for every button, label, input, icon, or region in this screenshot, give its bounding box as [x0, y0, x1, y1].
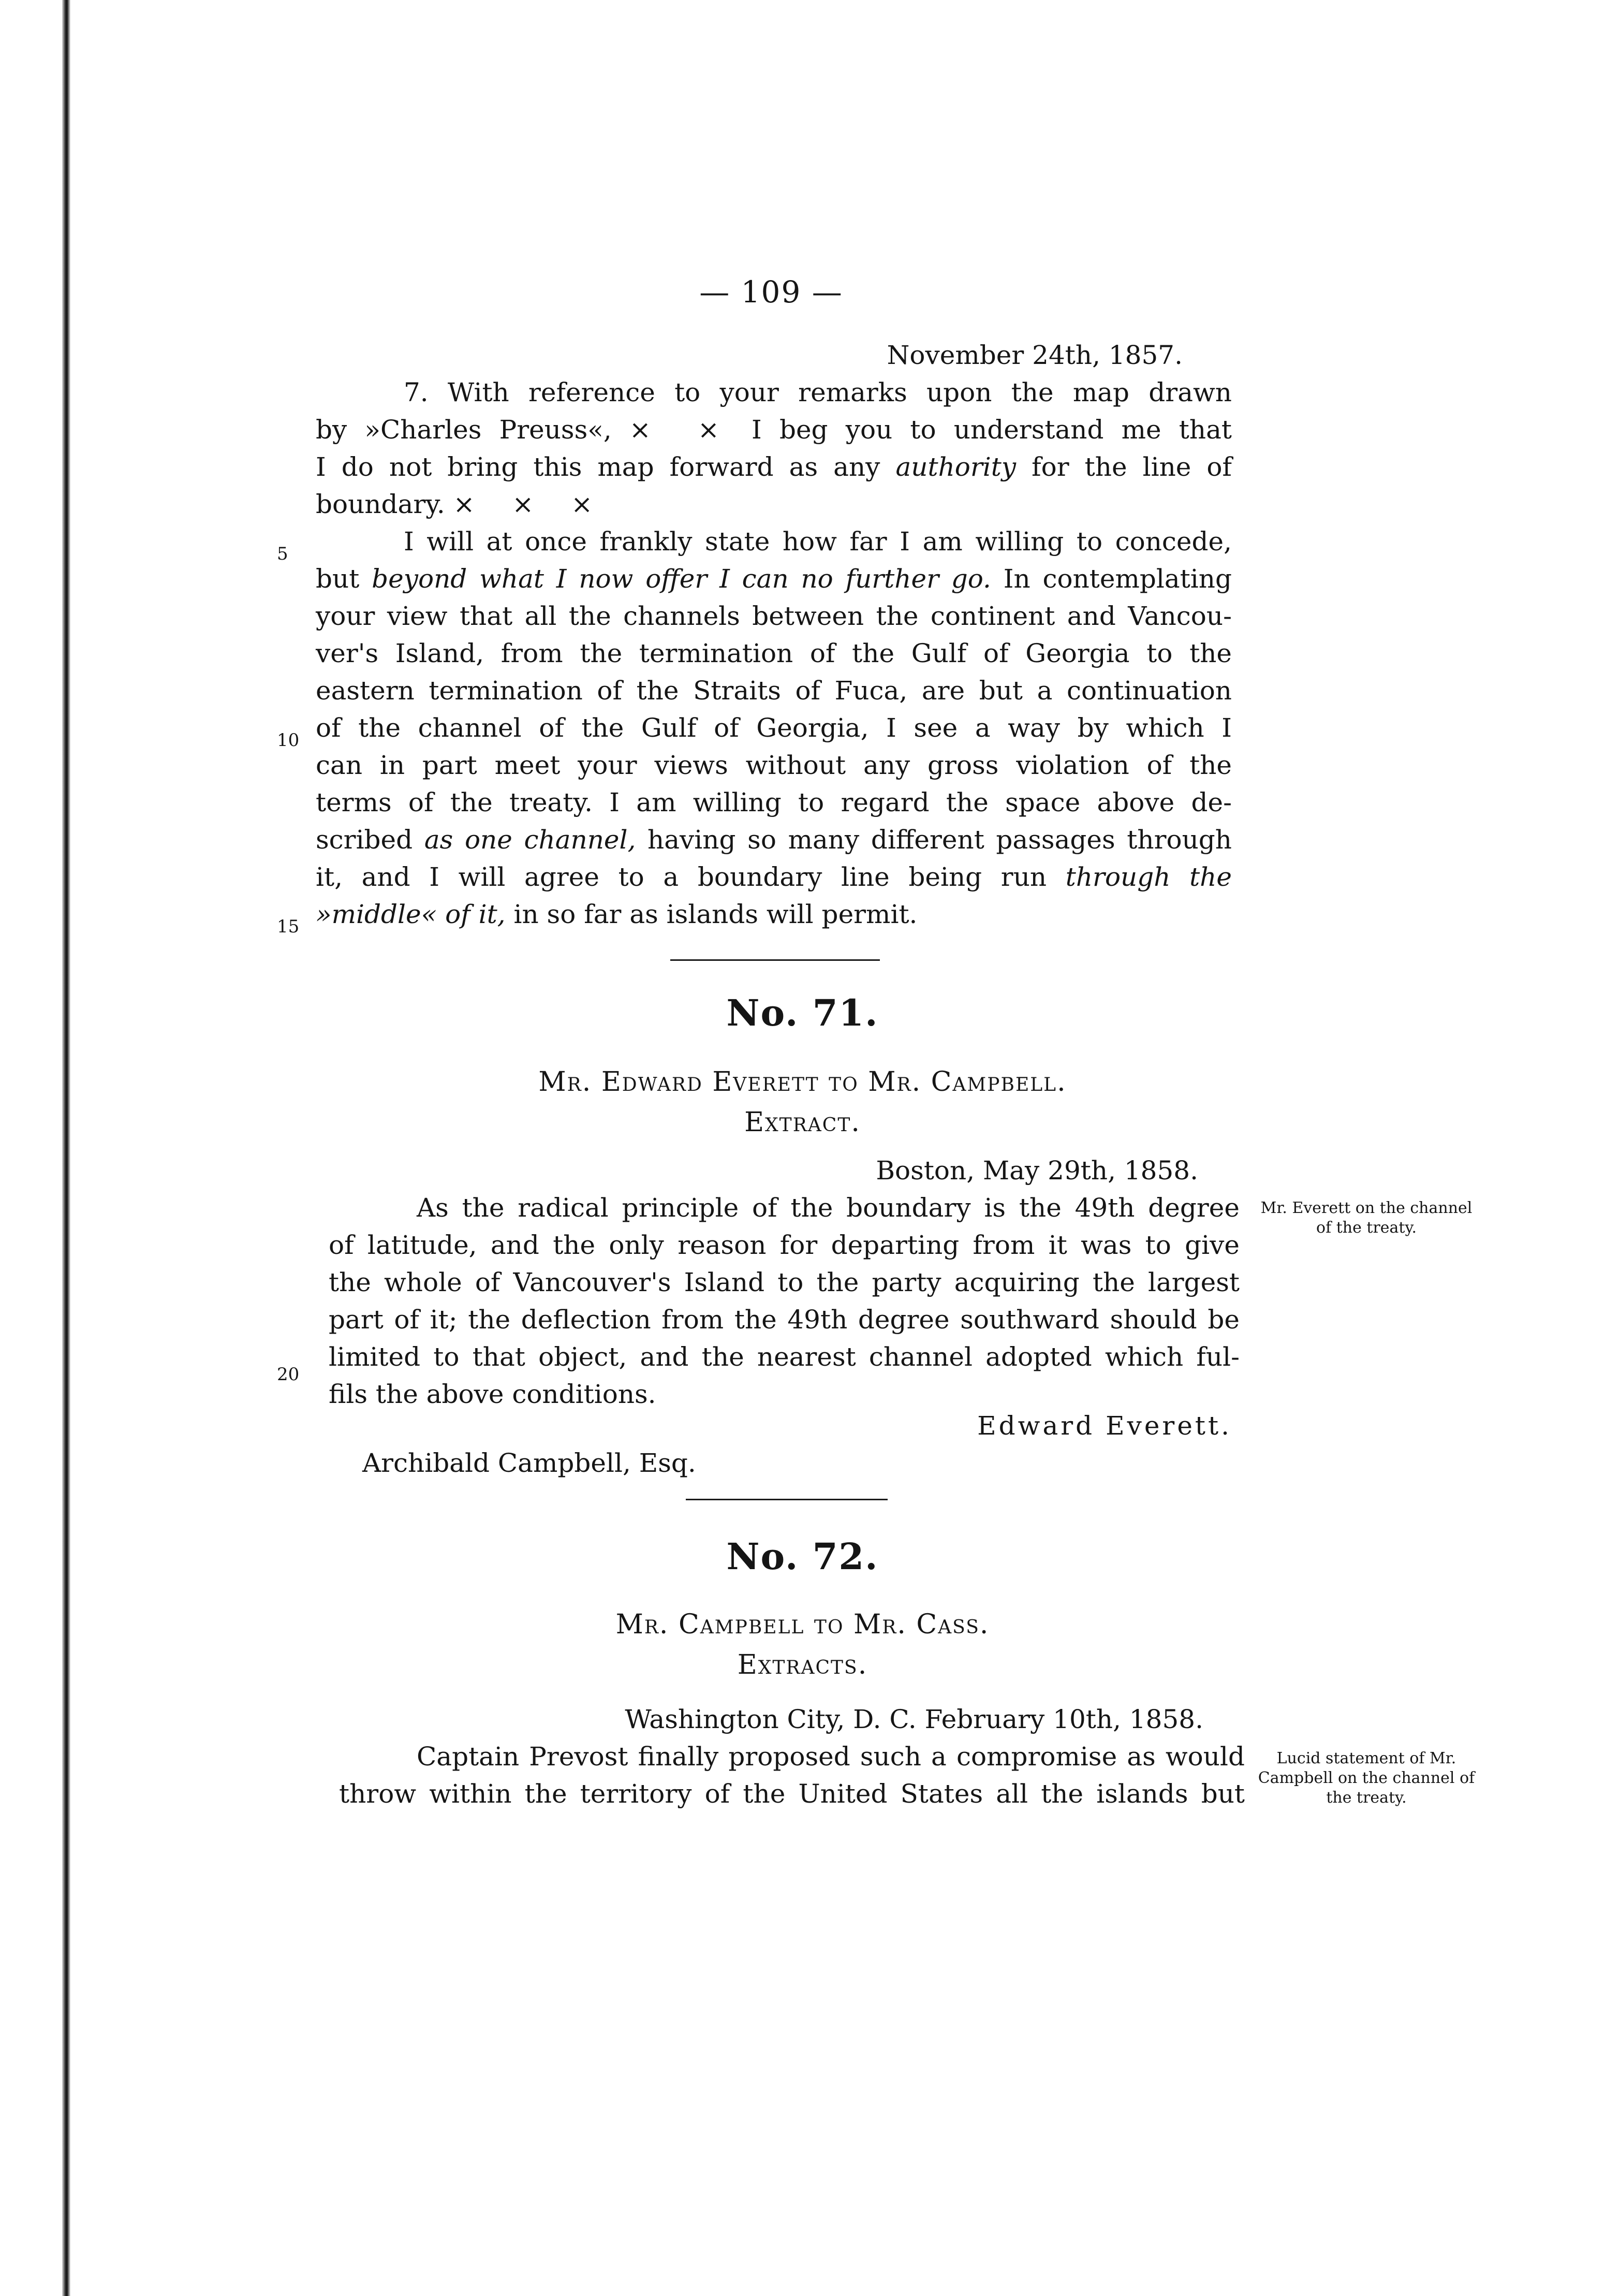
text-line: throw within the territory of the United States all the islands but	[339, 1779, 1245, 1809]
section-divider	[686, 1499, 888, 1500]
document-title: Mr. Edward Everett to Mr. Campbell.	[538, 1066, 1067, 1098]
margin-note: Mr. Everett on the channel of the treaty.	[1260, 1199, 1473, 1237]
line-number: 10	[277, 730, 300, 751]
text-line: 7. With reference to your remarks upon the map drawn	[404, 377, 1232, 407]
text-line: As the radical principle of the boundary is the 49th degree	[417, 1193, 1240, 1223]
text-line: of the channel of the Gulf of Georgia, I see a way by which I	[316, 713, 1232, 743]
document-number: No. 71.	[726, 991, 879, 1034]
place-date: Washington City, D. C. February 10th, 1858.	[625, 1704, 1203, 1734]
page-number: — 109 —	[699, 274, 843, 310]
text-line: fils the above conditions.	[329, 1379, 656, 1409]
margin-note: Lucid statement of Mr. Campbell on the channel of the treaty.	[1258, 1749, 1475, 1807]
text-line: Captain Prevost finally proposed such a compromise as would	[417, 1742, 1245, 1772]
text-line: can in part meet your views without any gross violation of the	[316, 750, 1232, 780]
text-line: but beyond what I now offer I can no further go. In contemplating	[316, 564, 1232, 594]
text-line: scribed as one channel, having so many different passages through	[316, 825, 1232, 855]
text-line: of latitude, and the only reason for departing from it was to give	[329, 1230, 1240, 1260]
text-line: terms of the treaty. I am willing to regard the space above de-	[316, 787, 1232, 817]
text-line: I will at once frankly state how far I am willing to concede,	[404, 527, 1232, 557]
document-71-body	[329, 1152, 1240, 1413]
text-line: the whole of Vancouver's Island to the party acquiring the largest	[329, 1267, 1240, 1297]
document-subtitle: Extract.	[744, 1107, 861, 1138]
text-line: ver's Island, from the termination of the Gulf of Georgia to the	[316, 638, 1232, 668]
line-number: 20	[277, 1364, 300, 1385]
letter-date: November 24th, 1857.	[887, 340, 1183, 370]
section-divider	[670, 959, 880, 961]
text-line: it, and I will agree to a boundary line being run through the	[316, 862, 1232, 892]
text-line: I do not bring this map forward as any authority for the line of	[316, 452, 1232, 482]
document-72-body	[339, 1701, 1245, 1812]
omission-marks: × × ×	[453, 489, 608, 519]
text-line: boundary. × × ×	[316, 489, 608, 519]
document-title: Mr. Campbell to Mr. Cass.	[615, 1609, 990, 1640]
letter-70-tail	[316, 337, 1232, 933]
text-line: your view that all the channels between the continent and Vancou-	[316, 601, 1232, 631]
line-number: 5	[277, 544, 288, 564]
scanned-page-edge	[62, 0, 70, 2296]
text-line: »middle« of it, in so far as islands will permit.	[316, 899, 918, 929]
document-number: No. 72.	[726, 1535, 879, 1578]
omission-marks: × ×	[629, 415, 734, 445]
signature: Edward Everett.	[977, 1411, 1232, 1441]
text-line: eastern termination of the Straits of Fuca, are but a continuation	[316, 676, 1232, 706]
document-subtitle: Extracts.	[737, 1649, 868, 1680]
line-number: 15	[277, 916, 300, 937]
addressee: Archibald Campbell, Esq.	[362, 1448, 696, 1478]
place-date: Boston, May 29th, 1858.	[876, 1156, 1198, 1186]
text-line: part of it; the deflection from the 49th degree southward should be	[329, 1305, 1240, 1335]
text-line: by »Charles Preuss«, × × I beg you to understand me that	[316, 415, 1232, 445]
text-line: limited to that object, and the nearest channel adopted which ful-	[329, 1342, 1240, 1372]
